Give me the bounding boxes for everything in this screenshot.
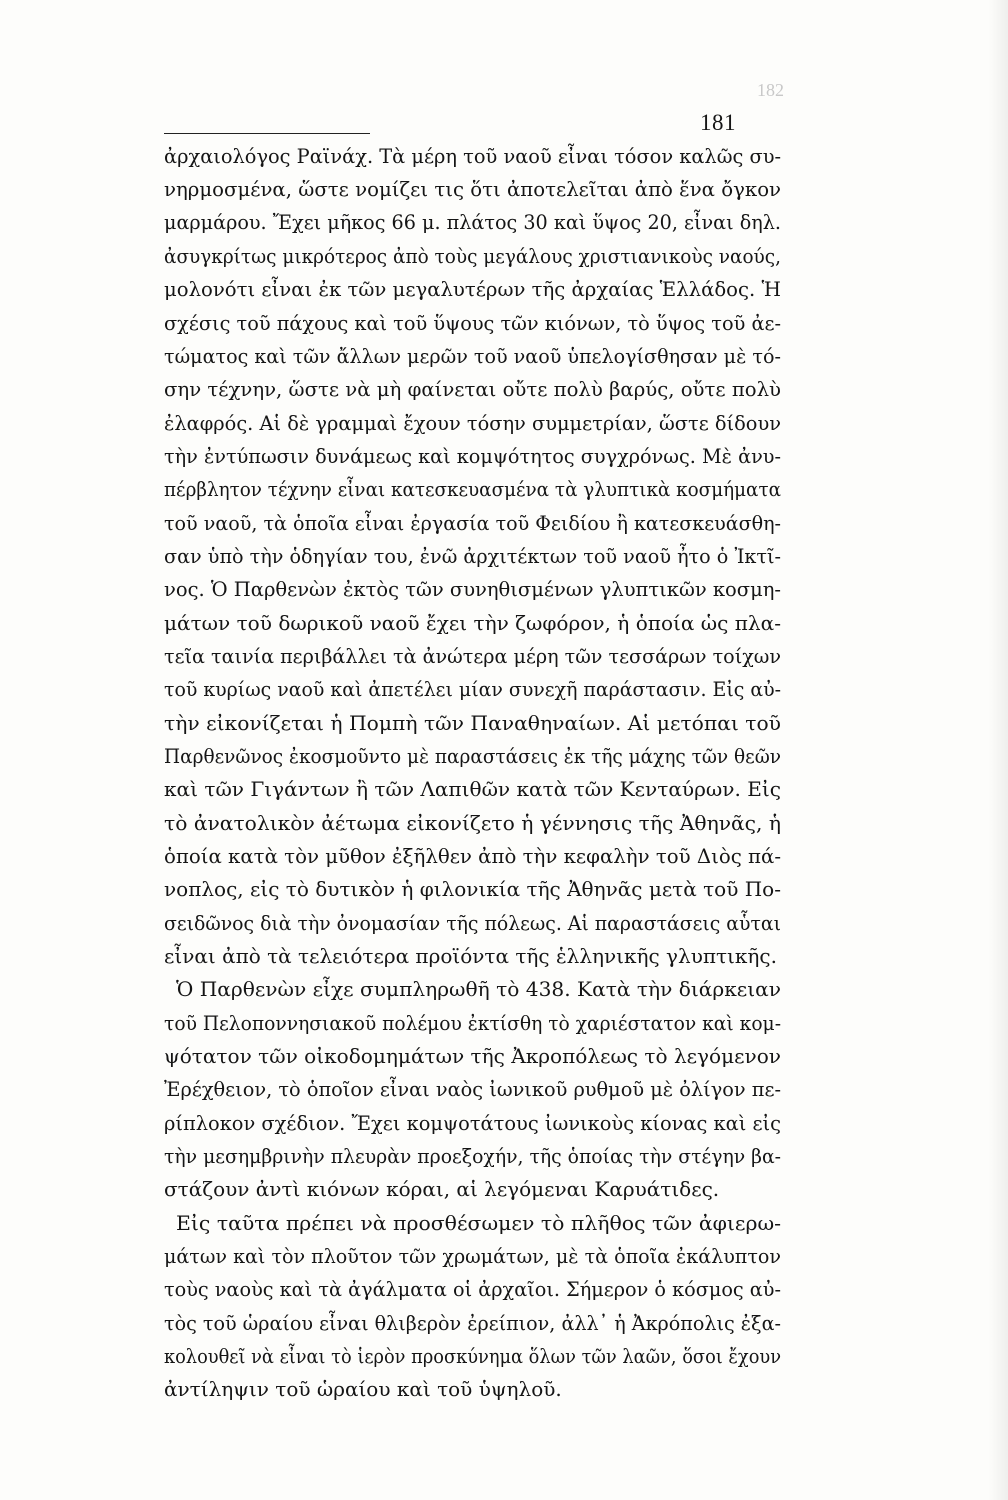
text-line-content: τὸ ἀνατολικὸν ἀέτωμα εἰκονίζετο ἡ γέννησις τῆς Ἀθηνᾶς, ἡ [164, 811, 782, 835]
text-line-content: νηρμοσμένα, ὥστε νομίζει τις ὅτι ἀποτελεῖται ἀπὸ ἕνα ὄγκον [164, 177, 782, 201]
text-line-content: ἐλαφρός. Αἱ δὲ γραμμαὶ ἔχουν τόσην συμμετρίαν, ὥστε δίδουν [164, 411, 781, 435]
text-line-content: ἀσυγκρίτως μικρότερος ἀπὸ τοὺς μεγάλους χριστιανικοὺς ναούς, [164, 244, 781, 268]
text-line-content: τοῦ κυρίως ναοῦ καὶ ἀπετέλει μίαν συνεχῆ παράστασιν. Εἰς αὐ- [164, 677, 781, 701]
text-line [0, 740, 1008, 773]
text-line [0, 407, 1008, 440]
text-line [0, 140, 1008, 173]
text-line-content: καὶ τῶν Γιγάντων ἢ τῶν Λαπιθῶν κατὰ τῶν Κενταύρων. Εἰς [164, 777, 781, 801]
text-line [0, 1373, 1008, 1406]
text-line-content: ἀρχαιολόγος Ραϊνάχ. Τὰ μέρη τοῦ ναοῦ εἶναι τόσον καλῶς συ- [164, 144, 782, 168]
text-line-content: Ἐρέχθειον, τὸ ὁποῖον εἶναι ναὸς ἰωνικοῦ ρυθμοῦ μὲ ὀλίγον πε- [164, 1077, 781, 1101]
text-line [0, 640, 1008, 673]
text-line [0, 173, 1008, 206]
page-edge-shadow [988, 0, 1008, 1500]
text-line-content: κολουθεῖ νὰ εἶναι τὸ ἱερὸν προσκύνημα ὅλων τῶν λαῶν, ὅσοι ἔχουν [164, 1344, 782, 1368]
text-line-content: ψότατον τῶν οἰκοδομημάτων τῆς Ἀκροπόλεως τὸ λεγόμενον [164, 1044, 782, 1068]
text-line [0, 1107, 1008, 1140]
text-line-content: Εἰς ταῦτα πρέπει νὰ προσθέσωμεν τὸ πλῆθος τῶν ἀφιερω- [176, 1211, 782, 1235]
text-line [0, 206, 1008, 239]
text-line-content: μάτων τοῦ δωρικοῦ ναοῦ ἔχει τὴν ζωφόρον, ἡ ὁποία ὡς πλα- [164, 611, 781, 635]
text-line-content: εἶναι ἀπὸ τὰ τελειότερα προϊόντα τῆς ἑλληνικῆς γλυπτικῆς. [164, 944, 777, 968]
text-line [0, 1273, 1008, 1306]
text-line-content: Ὁ Παρθενὼν εἶχε συμπληρωθῆ τὸ 438. Κατὰ τὴν διάρκειαν [176, 977, 781, 1001]
text-line-content: τὴν ἐντύπωσιν δυνάμεως καὶ κομψότητος συγχρόνως. Μὲ ἀνυ- [164, 444, 781, 468]
text-line [0, 1240, 1008, 1273]
text-line [0, 840, 1008, 873]
text-line [0, 907, 1008, 940]
text-line [0, 807, 1008, 840]
text-line-content: στάζουν ἀντὶ κιόνων κόραι, αἱ λεγόμεναι Καρυάτιδες. [164, 1177, 720, 1201]
text-line-content: Παρθενῶνος ἐκοσμοῦντο μὲ παραστάσεις ἐκ τῆς μάχης τῶν θεῶν [164, 744, 782, 768]
text-line [0, 473, 1008, 506]
text-line [0, 873, 1008, 906]
text-line [0, 1007, 1008, 1040]
text-line-content: τώματος καὶ τῶν ἄλλων μερῶν τοῦ ναοῦ ὑπελογίσθησαν μὲ τό- [164, 344, 781, 368]
text-line-content: τεῖα ταινία περιβάλλει τὰ ἀνώτερα μέρη τῶν τεσσάρων τοίχων [164, 644, 782, 668]
text-line-content: νοπλος, εἰς τὸ δυτικὸν ἡ φιλονικία τῆς Ἀθηνᾶς μετὰ τοῦ Πο- [164, 877, 781, 901]
text-line-content: τὴν εἰκονίζεται ἡ Πομπὴ τῶν Παναθηναίων. Αἱ μετόπαι τοῦ [164, 711, 781, 735]
text-line-content: νος. Ὁ Παρθενὼν ἐκτὸς τῶν συνηθισμένων γλυπτικῶν κοσμη- [164, 577, 781, 601]
text-line-content: σειδῶνος διὰ τὴν ὀνομασίαν τῆς πόλεως. Αἱ παραστάσεις αὗται [164, 911, 782, 935]
text-line-content: τὴν μεσημβρινὴν πλευρὰν προεξοχήν, τῆς ὁποίας τὴν στέγην βα- [164, 1144, 782, 1168]
text-line-content: μολονότι εἶναι ἐκ τῶν μεγαλυτέρων τῆς ἀρχαίας Ἑλλάδος. Ἡ [164, 277, 781, 301]
text-line-content: τὸς τοῦ ὡραίου εἶναι θλιβερὸν ἐρείπιον, ἀλλ᾽ ἡ Ἀκρόπολις ἐξα- [164, 1311, 781, 1335]
text-line-content: μάτων καὶ τὸν πλοῦτον τῶν χρωμάτων, μὲ τὰ ὁποῖα ἐκάλυπτον [164, 1244, 782, 1268]
text-line [0, 973, 1008, 1006]
text-line-content: ρίπλοκον σχέδιον. Ἔχει κομψοτάτους ἰωνικοὺς κίονας καὶ εἰς [164, 1111, 781, 1135]
text-line [0, 307, 1008, 340]
text-line [0, 540, 1008, 573]
bleed-through-page-number: 182 [757, 80, 784, 100]
text-line [0, 673, 1008, 706]
text-line-content: τοὺς ναοὺς καὶ τὰ ἀγάλματα οἱ ἀρχαῖοι. Σήμερον ὁ κόσμος αὐ- [164, 1277, 781, 1301]
header-rule [164, 133, 370, 134]
text-line-content: μαρμάρου. Ἔχει μῆκος 66 μ. πλάτος 30 καὶ ὕψος 20, εἶναι δηλ. [164, 210, 781, 234]
text-line [0, 940, 1008, 973]
text-line-content: τοῦ ναοῦ, τὰ ὁποῖα εἶναι ἐργασία τοῦ Φειδίου ἢ κατεσκευάσθη- [164, 511, 782, 535]
text-line [0, 340, 1008, 373]
text-line [0, 1040, 1008, 1073]
text-line-content: ὁποία κατὰ τὸν μῦθον ἐξῆλθεν ἀπὸ τὴν κεφαλὴν τοῦ Διὸς πά- [164, 844, 782, 868]
text-line [0, 440, 1008, 473]
text-line [0, 1073, 1008, 1106]
text-line-content: σαν ὑπὸ τὴν ὁδηγίαν του, ἐνῶ ἀρχιτέκτων τοῦ ναοῦ ἦτο ὁ Ἰκτῖ- [164, 544, 782, 568]
text-line [0, 1207, 1008, 1240]
text-line-content: ἀντίληψιν τοῦ ὡραίου καὶ τοῦ ὑψηλοῦ. [164, 1377, 562, 1401]
text-line [0, 273, 1008, 306]
text-line-content: σην τέχνην, ὥστε νὰ μὴ φαίνεται οὔτε πολὺ βαρύς, οὔτε πολὺ [164, 377, 781, 401]
text-line [0, 1307, 1008, 1340]
text-line [0, 707, 1008, 740]
text-line [0, 1173, 1008, 1206]
text-line [0, 773, 1008, 806]
text-line-content: πέρβλητον τέχνην εἶναι κατεσκευασμένα τὰ γλυπτικὰ κοσμήματα [164, 477, 781, 501]
text-line [0, 1340, 1008, 1373]
text-line [0, 240, 1008, 273]
text-line [0, 573, 1008, 606]
text-line-content: σχέσις τοῦ πάχους καὶ τοῦ ὕψους τῶν κιόνων, τὸ ὕψος τοῦ ἀε- [164, 311, 782, 335]
text-line [0, 1140, 1008, 1173]
text-line [0, 507, 1008, 540]
page-number: 181 [700, 110, 736, 135]
text-line [0, 373, 1008, 406]
text-line [0, 607, 1008, 640]
text-line-content: τοῦ Πελοποννησιακοῦ πολέμου ἐκτίσθη τὸ χαριέστατον καὶ κομ- [164, 1011, 782, 1035]
